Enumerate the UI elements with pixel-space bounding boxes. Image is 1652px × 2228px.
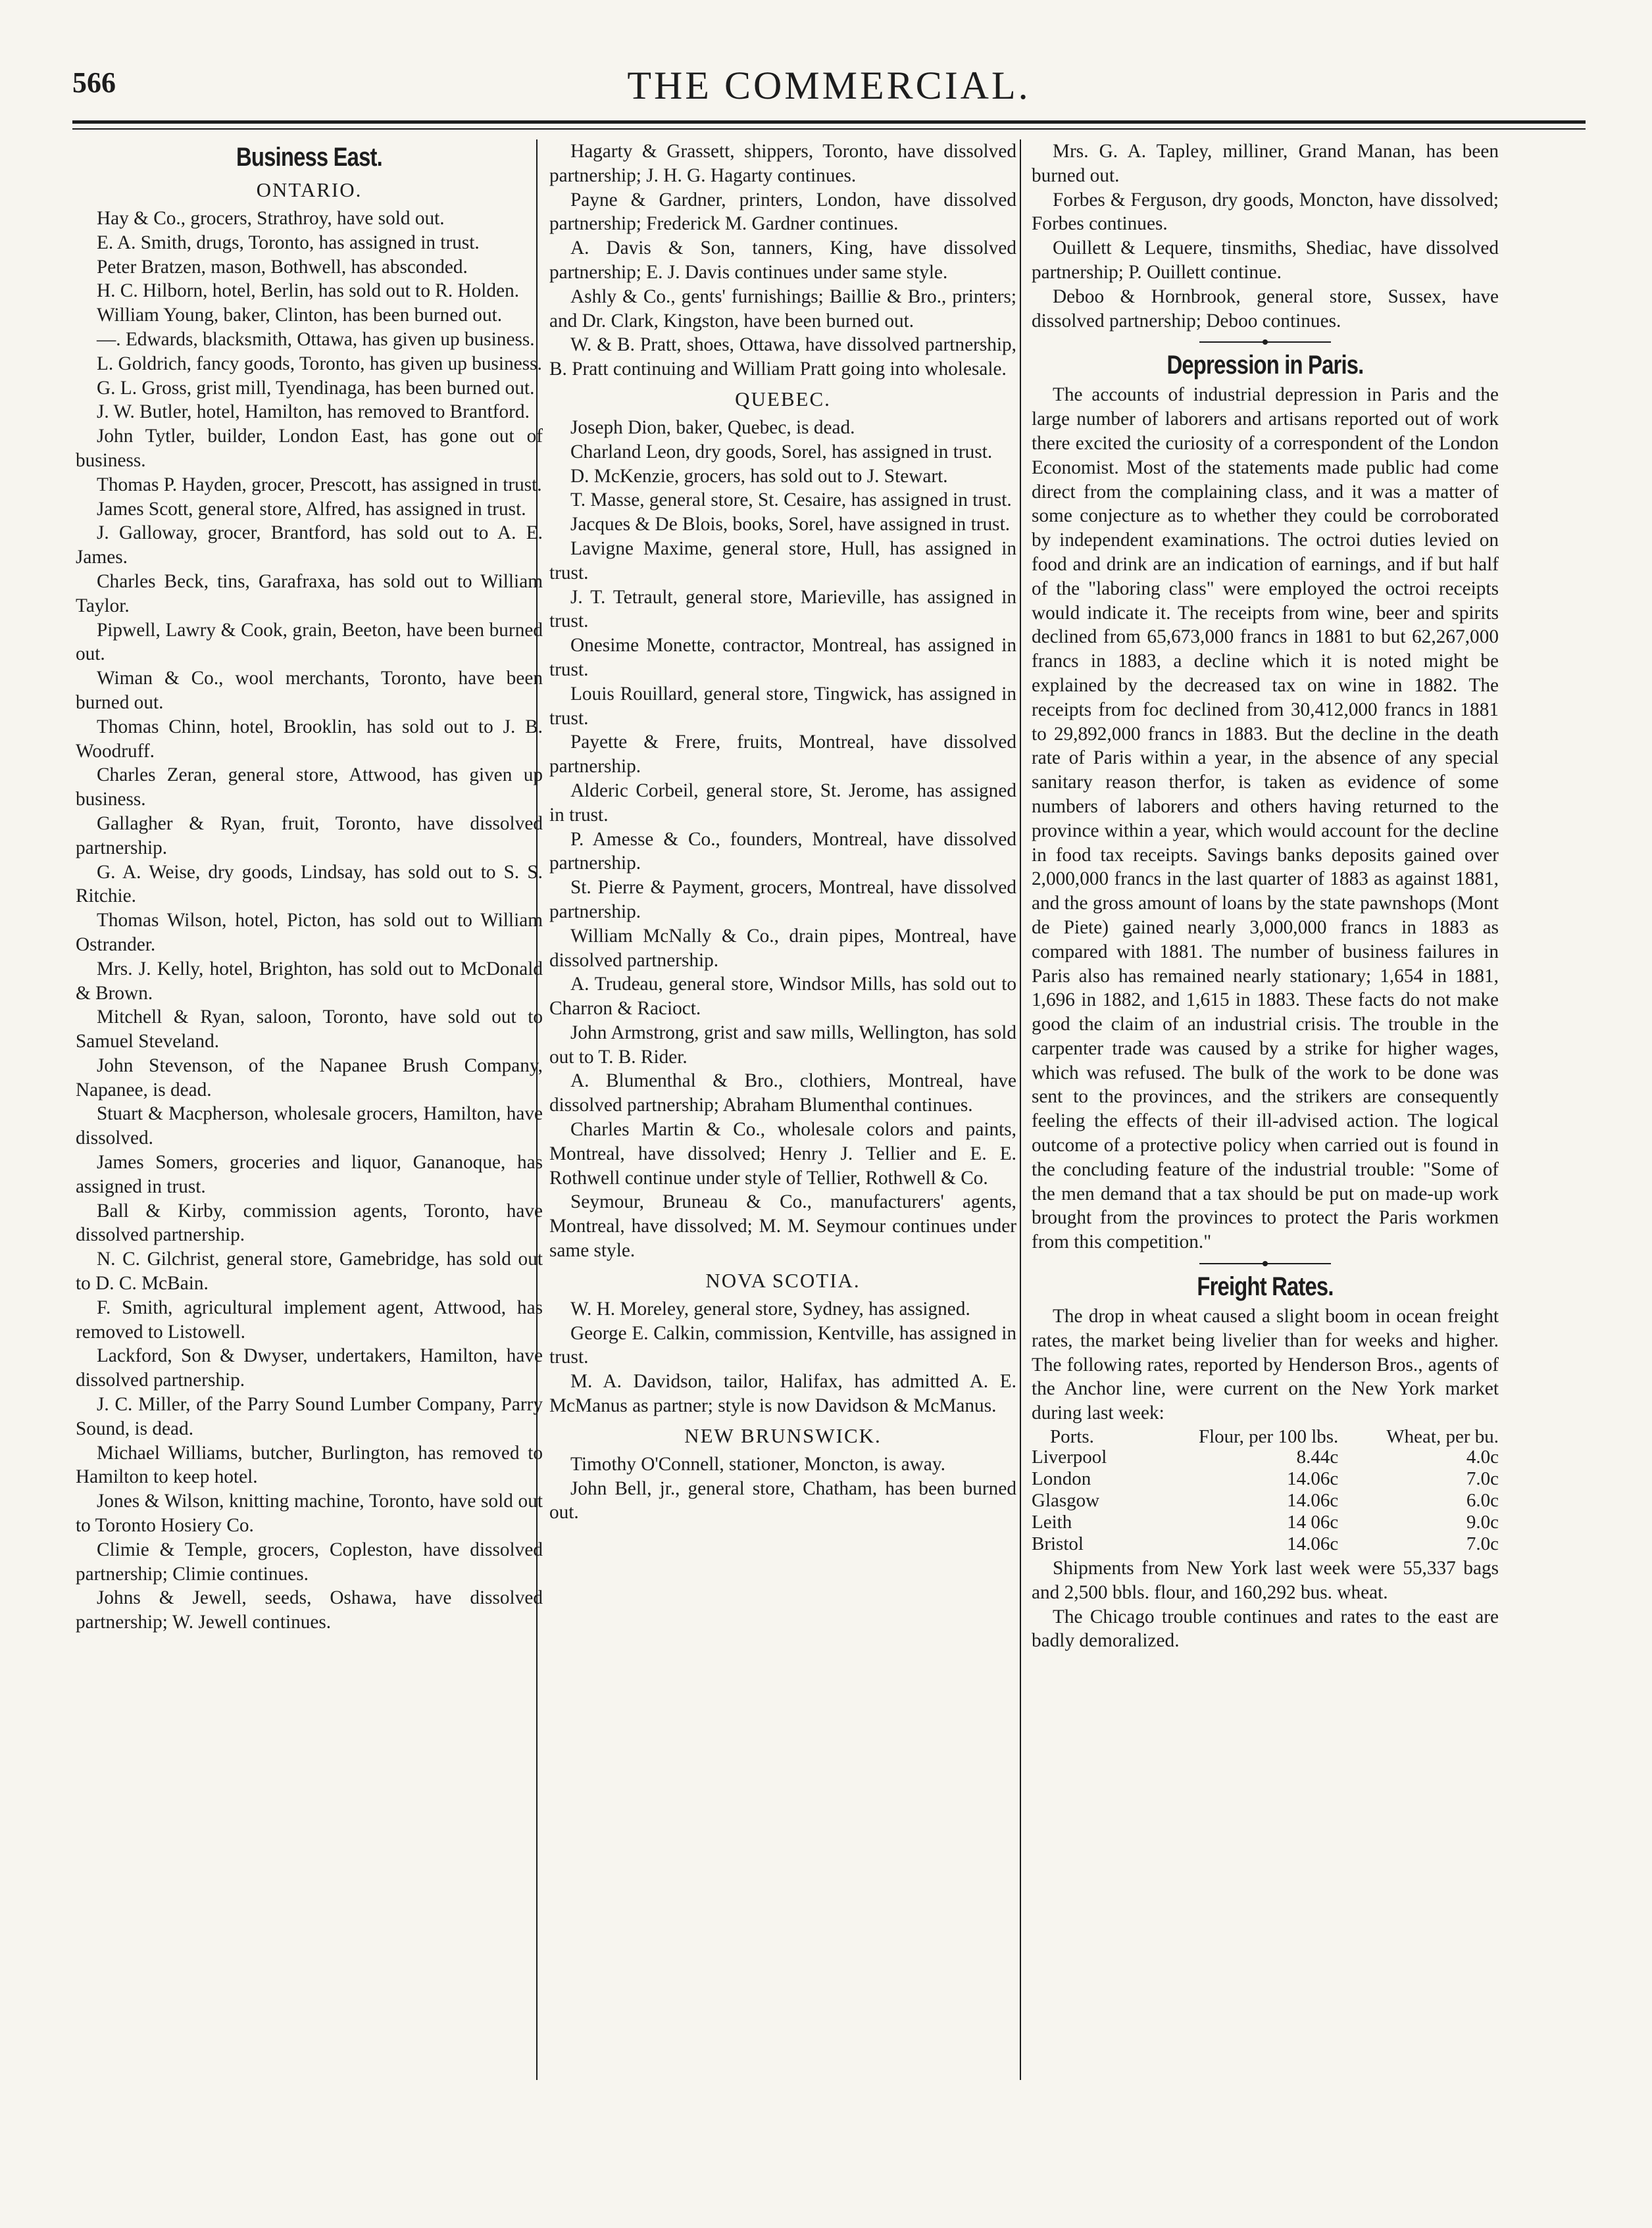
list-item: Thomas Wilson, hotel, Picton, has sold out to William Ostrander. xyxy=(76,910,543,955)
list-item: Charles Zeran, general store, Attwood, has given up business. xyxy=(76,764,543,810)
list-item: John Tytler, builder, London East, has gone out of business. xyxy=(76,426,543,471)
list-item: Charles Beck, tins, Garafraxa, has sold out to William Taylor. xyxy=(76,570,543,616)
list-item: Ashly & Co., gents' furnishings; Baillie & Bro., printers; and Dr. Clark, Kingston, have been burned out. xyxy=(549,285,1016,332)
table-cell: Leith xyxy=(1032,1512,1072,1533)
list-item: Thomas P. Hayden, grocer, Prescott, has assigned in trust. xyxy=(97,474,542,495)
column-divider xyxy=(1020,139,1021,2080)
business-east-title: Business East. xyxy=(236,143,382,172)
ontario-list xyxy=(76,207,543,1635)
table-cell: Glasgow xyxy=(1032,1490,1100,1512)
table-cell: 14.06c xyxy=(1287,1490,1339,1512)
list-item: Wiman & Co., wool merchants, Toronto, have been burned out. xyxy=(76,668,543,713)
quebec-list xyxy=(549,416,1016,1263)
page-number: 566 xyxy=(72,66,116,99)
list-item: St. Pierre & Payment, grocers, Montreal, have dissolved partnership. xyxy=(549,877,1016,922)
list-item: Seymour, Bruneau & Co., manufacturers' agents, Montreal, have dissolved; M. M. Seymour continues under same style. xyxy=(549,1191,1016,1262)
page-header xyxy=(72,63,1586,116)
list-item: George E. Calkin, commission, Kentville, has assigned in trust. xyxy=(549,1322,1016,1368)
list-item: F. Smith, agricultural implement agent, Attwood, has removed to Listowell. xyxy=(76,1297,543,1343)
table-cell: 14.06c xyxy=(1287,1533,1339,1555)
freight-intro: The drop in wheat caused a slight boom in ocean freight rates, the market being livelier than for weeks and higher. The following rates, reported by Henderson Bros., agents of the Anchor line, were current on the New York market during last week: xyxy=(1032,1306,1499,1424)
table-cell: Bristol xyxy=(1032,1533,1084,1555)
list-item: Climie & Temple, grocers, Copleston, have dissolved partnership; Climie continues. xyxy=(76,1539,543,1585)
list-item: G. A. Weise, dry goods, Lindsay, has sold out to S. S. Ritchie. xyxy=(76,861,543,907)
list-item: Charles Martin & Co., wholesale colors and paints, Montreal, have dissolved; Henry J. Tellier and E. E. Rothwell continue under style of Tellier, Rothwell & Co. xyxy=(549,1119,1016,1189)
list-item: Pipwell, Lawry & Cook, grain, Beeton, have been burned out. xyxy=(76,619,543,665)
depression-body: The accounts of industrial depression in Paris and the large number of laborers and artisans reported out of work there excited the curiosity of a correspondent of the London Economist. Most of the statements made public had come direct from the complaining class, and it was a matter of some conjecture as to whether they could be corroborated by independent examinations. The octroi duties levied on food and drink are an indication of earnings, and if but half of the "laboring class" were employed the octroi receipts would indicate it. The receipts from wine, beer and spirits declined from 65,673,000 francs in 1881 to but 62,267,000 francs in 1883, a decline which it is noted might be explained by the decreased tax on wine in 1882. The receipts from foc declined from 30,412,000 francs in 1881 to 29,892,000 francs in 1883. But the decline in the death rate of Paris within a year, in the absence of any special sanitary reason therfor, is taken as evidence of some numbers of laborers and others having returned to the province within a year, which would account for the decline in food tax receipts. Savings banks deposits gained over 2,000,000 francs in the last quarter of 1883 as against 1881, and the gross amount of loans by the state pawnshops (Mont de Piete) gained nearly 3,000,000 francs in 1883 as compared with 1881. The number of business failures in Paris also has remained nearly stationary; 1,654 in 1881, 1,696 in 1882, and 1,615 in 1883. These facts do not make good the claim of an industrial crisis. The trouble in the carpenter trade was caused by a strike for higher wages, which was refused. The bulk of the work to be done was sent to the provinces, and the strikers are consequently feeling the effects of their ill-advised action. The logical outcome of a protective policy when carried out is found in the concluding feature of the industrial trouble: "Some of the men demand that a tax should be put on made-up work brought from the provinces to protect the Paris workmen from this competition." xyxy=(1032,384,1499,1253)
ornament-divider-icon xyxy=(1199,338,1331,346)
list-item: M. A. Davidson, tailor, Halifax, has admitted A. E. McManus as partner; style is now Davidson & McManus. xyxy=(549,1371,1016,1417)
list-item: J. Galloway, grocer, Brantford, has sold out to A. E. James. xyxy=(76,522,543,568)
table-cell: 8.44c xyxy=(1296,1447,1339,1468)
list-item: Charland Leon, dry goods, Sorel, has assigned in trust. xyxy=(570,441,993,462)
list-item: James Scott, general store, Alfred, has assigned in trust. xyxy=(97,498,526,520)
list-item: J. T. Tetrault, general store, Marieville, has assigned in trust. xyxy=(549,586,1016,632)
section-divider xyxy=(1032,338,1499,346)
table-row xyxy=(1032,1533,1499,1555)
table-cell: 7.0c xyxy=(1466,1468,1499,1490)
table-header-cell: Wheat, per bu. xyxy=(1386,1426,1499,1448)
table-header-cell: Flour, per 100 lbs. xyxy=(1198,1426,1339,1448)
list-item: Jones & Wilson, knitting machine, Toronto, have sold out to Toronto Hosiery Co. xyxy=(76,1491,543,1537)
table-row xyxy=(1032,1468,1499,1490)
masthead-title: THE COMMERCIAL. xyxy=(627,64,1031,107)
new-brunswick-heading: NEW BRUNSWICK. xyxy=(684,1423,882,1447)
table-cell: 9.0c xyxy=(1466,1512,1499,1533)
list-item: J. C. Miller, of the Parry Sound Lumber Company, Parry Sound, is dead. xyxy=(76,1394,543,1439)
list-item: Forbes & Ferguson, dry goods, Moncton, have dissolved; Forbes continues. xyxy=(1032,189,1499,235)
list-item: Joseph Dion, baker, Quebec, is dead. xyxy=(570,416,855,438)
list-item: James Somers, groceries and liquor, Gananoque, has assigned in trust. xyxy=(76,1152,543,1197)
list-item: Ball & Kirby, commission agents, Toronto, have dissolved partnership. xyxy=(76,1200,543,1246)
list-item: Jacques & De Blois, books, Sorel, have assigned in trust. xyxy=(570,514,1011,535)
table-cell: 7.0c xyxy=(1466,1533,1499,1555)
list-item: W. H. Moreley, general store, Sydney, has assigned. xyxy=(570,1298,970,1320)
list-item: —. Edwards, blacksmith, Ottawa, has given up business. xyxy=(97,328,535,350)
list-item: Mitchell & Ryan, saloon, Toronto, have sold out to Samuel Steveland. xyxy=(76,1006,543,1052)
ontario-list-continued xyxy=(549,139,1016,382)
list-item: T. Masse, general store, St. Cesaire, has assigned in trust. xyxy=(570,489,1012,511)
list-item: G. L. Gross, grist mill, Tyendinaga, has been burned out. xyxy=(97,377,535,399)
table-cell: 14 06c xyxy=(1287,1512,1339,1533)
list-item: Onesime Monette, contractor, Montreal, has assigned in trust. xyxy=(549,635,1016,680)
list-item: Hay & Co., grocers, Strathroy, have sold out. xyxy=(97,208,445,229)
list-item: A. Davis & Son, tanners, King, have dissolved partnership; E. J. Davis continues under same style. xyxy=(549,237,1016,283)
list-item: Timothy O'Connell, stationer, Moncton, is away. xyxy=(570,1453,945,1475)
list-item: Payette & Frere, fruits, Montreal, have dissolved partnership. xyxy=(549,731,1016,778)
list-item: John Armstrong, grist and saw mills, Wellington, has sold out to T. B. Rider. xyxy=(549,1022,1016,1068)
list-item: A. Blumenthal & Bro., clothiers, Montreal, have dissolved partnership; Abraham Blumenthal continues. xyxy=(549,1070,1016,1116)
table-header-row xyxy=(1032,1427,1499,1447)
list-item: Thomas Chinn, hotel, Brooklin, has sold out to J. B. Woodruff. xyxy=(76,716,543,762)
list-item: W. & B. Pratt, shoes, Ottawa, have dissolved partnership, B. Pratt continuing and William Pratt going into wholesale. xyxy=(549,334,1016,380)
column-2 xyxy=(549,139,1016,1525)
list-item: E. A. Smith, drugs, Toronto, has assigned in trust. xyxy=(97,232,480,253)
ornament-divider-icon xyxy=(1199,1260,1331,1268)
list-item: A. Trudeau, general store, Windsor Mills, has sold out to Charron & Racioct. xyxy=(549,974,1016,1020)
list-item: Lackford, Son & Dwyser, undertakers, Hamilton, have dissolved partnership. xyxy=(76,1345,543,1391)
list-item: N. C. Gilchrist, general store, Gamebridge, has sold out to D. C. McBain. xyxy=(76,1249,543,1295)
list-item: Johns & Jewell, seeds, Oshawa, have dissolved partnership; W. Jewell continues. xyxy=(76,1587,543,1633)
new-brunswick-list-continued xyxy=(1032,139,1499,333)
list-item: William Young, baker, Clinton, has been burned out. xyxy=(97,305,503,326)
list-item: William McNally & Co., drain pipes, Montreal, have dissolved partnership. xyxy=(549,925,1016,971)
list-item: Michael Williams, butcher, Burlington, has removed to Hamilton to keep hotel. xyxy=(76,1442,543,1488)
list-item: Mrs. G. A. Tapley, milliner, Grand Manan, has been burned out. xyxy=(1032,141,1499,186)
header-rule-thick xyxy=(72,120,1586,124)
column-3 xyxy=(1032,139,1499,1653)
list-item: L. Goldrich, fancy goods, Toronto, has given up business. xyxy=(97,353,542,374)
list-item: John Bell, jr., general store, Chatham, has been burned out. xyxy=(549,1477,1016,1523)
table-row xyxy=(1032,1490,1499,1512)
nova-scotia-list xyxy=(549,1297,1016,1418)
new-brunswick-list xyxy=(549,1452,1016,1525)
table-row xyxy=(1032,1447,1499,1468)
list-item: Ouillett & Lequere, tinsmiths, Shediac, have dissolved partnership; P. Ouillett continue. xyxy=(1032,237,1499,283)
table-cell: London xyxy=(1032,1468,1091,1490)
nova-scotia-heading: NOVA SCOTIA. xyxy=(705,1268,861,1292)
list-item: P. Amesse & Co., founders, Montreal, have dissolved partnership. xyxy=(549,828,1016,874)
list-item: Louis Rouillard, general store, Tingwick, has assigned in trust. xyxy=(549,683,1016,729)
list-item: Stuart & Macpherson, wholesale grocers, Hamilton, have dissolved. xyxy=(76,1103,543,1149)
column-1 xyxy=(76,139,543,1635)
table-cell: Liverpool xyxy=(1032,1447,1107,1468)
section-divider xyxy=(1032,1260,1499,1268)
list-item: Hagarty & Grassett, shippers, Toronto, have dissolved partnership; J. H. G. Hagarty continues. xyxy=(549,141,1016,186)
list-item: J. W. Butler, hotel, Hamilton, has removed to Brantford. xyxy=(97,401,530,423)
list-item: Lavigne Maxime, general store, Hull, has assigned in trust. xyxy=(549,537,1016,583)
table-row xyxy=(1032,1512,1499,1533)
table-cell: 6.0c xyxy=(1466,1490,1499,1512)
list-item: H. C. Hilborn, hotel, Berlin, has sold out to R. Holden. xyxy=(97,280,520,302)
ontario-heading: ONTARIO. xyxy=(256,178,363,201)
list-item: Gallagher & Ryan, fruit, Toronto, have dissolved partnership. xyxy=(76,812,543,858)
freight-rates-table xyxy=(1032,1427,1499,1555)
table-header-cell: Ports. xyxy=(1050,1426,1094,1448)
freight-shipments: Shipments from New York last week were 55,337 bags and 2,500 bbls. flour, and 160,292 bus. wheat. xyxy=(1032,1558,1499,1603)
freight-closing: The Chicago trouble continues and rates to the east are badly demoralized. xyxy=(1032,1606,1499,1652)
quebec-heading: QUEBEC. xyxy=(735,387,831,410)
list-item: Payne & Gardner, printers, London, have dissolved partnership; Frederick M. Gardner continues. xyxy=(549,189,1016,235)
list-item: Deboo & Hornbrook, general store, Sussex, have dissolved partnership; Deboo continues. xyxy=(1032,285,1499,332)
list-item: D. McKenzie, grocers, has sold out to J. Stewart. xyxy=(570,465,948,487)
list-item: Peter Bratzen, mason, Bothwell, has absconded. xyxy=(97,256,468,278)
table-cell: 14.06c xyxy=(1287,1468,1339,1490)
table-cell: 4.0c xyxy=(1466,1447,1499,1468)
depression-title: Depression in Paris. xyxy=(1166,351,1364,380)
freight-title: Freight Rates. xyxy=(1197,1272,1334,1302)
list-item: Alderic Corbeil, general store, St. Jerome, has assigned in trust. xyxy=(549,780,1016,826)
header-rule-thin xyxy=(72,128,1586,130)
list-item: Mrs. J. Kelly, hotel, Brighton, has sold out to McDonald & Brown. xyxy=(76,958,543,1004)
list-item: John Stevenson, of the Napanee Brush Company, Napanee, is dead. xyxy=(76,1054,543,1101)
